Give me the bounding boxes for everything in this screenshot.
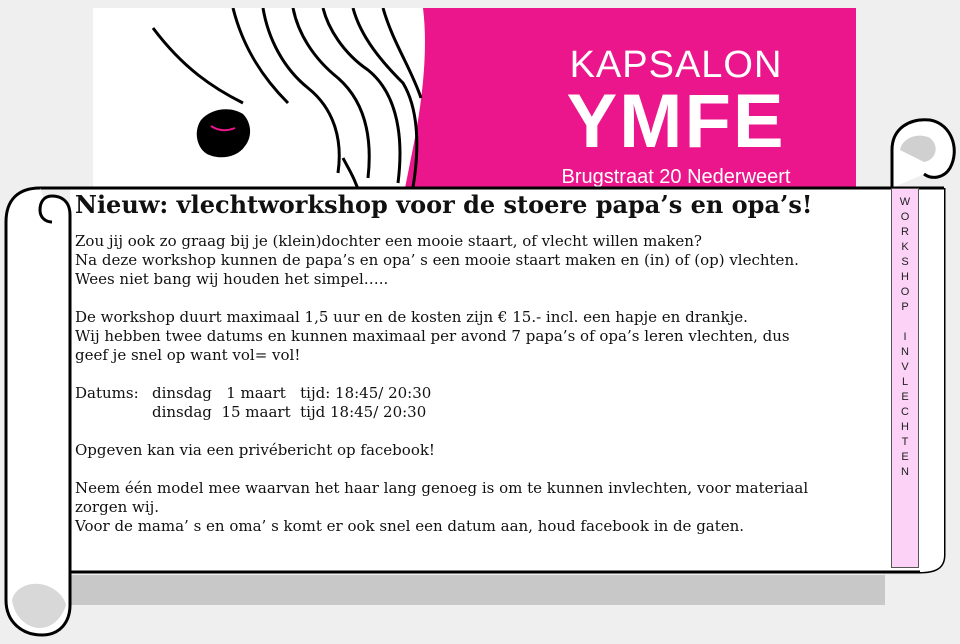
side-char: O	[900, 211, 910, 223]
side-char: H	[901, 271, 909, 283]
side-char: R	[901, 226, 909, 238]
side-char: V	[901, 361, 909, 373]
side-label-workshop-invlechten	[891, 188, 919, 568]
side-char: O	[900, 286, 910, 298]
side-char: L	[901, 376, 909, 388]
side-char: W	[899, 196, 911, 208]
dates-row-1	[75, 384, 885, 403]
workshop-announcement	[75, 190, 885, 536]
side-char: N	[901, 466, 909, 478]
side-char: C	[901, 406, 909, 418]
dates-label: Datums:	[75, 384, 139, 402]
date-1: dinsdag 1 maart tijd: 18:45/ 20:30	[152, 384, 432, 402]
dates-row-2	[75, 403, 885, 422]
side-char: H	[901, 421, 909, 433]
side-char: E	[901, 391, 909, 403]
side-char	[892, 315, 918, 330]
side-char: I	[903, 331, 907, 343]
intro-line-2: Na deze workshop kunnen de papa’s en opa’ s een mooie staart maken en (in) of (op) vlechten.	[75, 251, 799, 269]
signup-text: Opgeven kan via een privébericht op facebook!	[75, 441, 435, 459]
intro-line-1: Zou jij ook zo graag bij je (klein)dochter een mooie staart, of vlecht willen maken?	[75, 232, 702, 250]
brand-address: Brugstraat 20 Nederweert	[561, 166, 791, 188]
model-line-3: Voor de mama’ s en oma’ s komt er ook snel een datum aan, houd facebook in de gaten.	[75, 517, 745, 535]
side-char: T	[901, 436, 909, 448]
headline: Nieuw: vlechtworkshop voor de stoere papa’s en opa’s!	[75, 190, 813, 219]
details-line-3: geef je snel op want vol= vol!	[75, 346, 301, 364]
side-char: P	[901, 301, 909, 313]
side-char: E	[901, 451, 909, 463]
side-char: N	[901, 346, 909, 358]
model-line-1: Neem één model mee waarvan het haar lang genoeg is om te kunnen invlechten, voor materiaal	[75, 479, 809, 497]
intro-line-3: Wees niet bang wij houden het simpel…..	[75, 270, 389, 288]
brand-ymfe: YMFE	[566, 79, 786, 164]
brand-kapsalon: KAPSALON	[569, 44, 783, 86]
details-line-1: De workshop duurt maximaal 1,5 uur en de kosten zijn € 15.- incl. een hapje en drankje.	[75, 308, 748, 326]
date-2: dinsdag 15 maart tijd 18:45/ 20:30	[152, 403, 427, 421]
side-char: K	[901, 241, 909, 253]
side-char: S	[901, 256, 909, 268]
model-line-2: zorgen wij.	[75, 498, 160, 516]
details-line-2: Wij hebben twee datums en kunnen maximaal per avond 7 papa’s of opa’s leren vlechten, dus	[75, 327, 790, 345]
